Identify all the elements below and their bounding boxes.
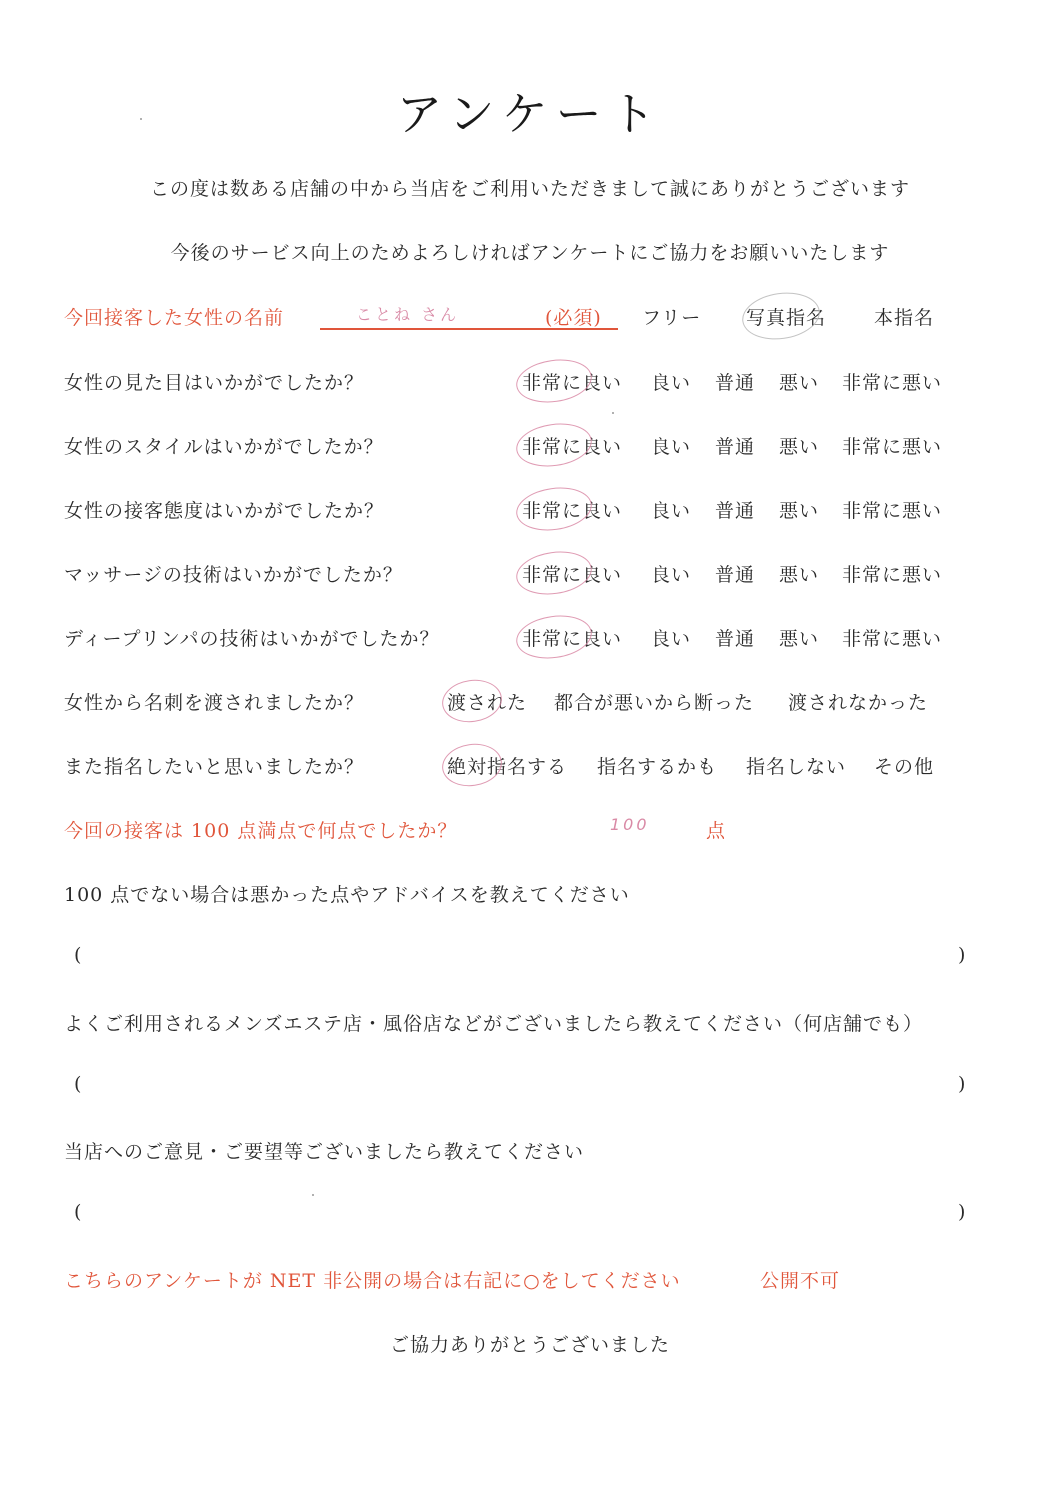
massage-very-good[interactable]: 非常に良い — [522, 564, 623, 586]
opinion-open-paren: ( — [74, 1201, 82, 1223]
question-shops: よくご利用されるメンズエステ店・風俗店などがございましたら教えてください（何店舗でも） — [64, 1013, 924, 1035]
style-good[interactable]: 良い — [651, 436, 692, 458]
shops-open-paren: ( — [74, 1073, 82, 1095]
pencil-mark-photo — [739, 288, 823, 344]
lymph-normal[interactable]: 普通 — [715, 628, 756, 650]
staff-name-label: 今回接客した女性の名前 — [64, 307, 285, 329]
net-private-option[interactable]: 公開不可 — [760, 1270, 841, 1292]
lymph-very-bad[interactable]: 非常に悪い — [842, 628, 943, 650]
selection-mark-massage — [513, 547, 594, 599]
lymph-bad[interactable]: 悪い — [779, 628, 820, 650]
attitude-normal[interactable]: 普通 — [715, 500, 756, 522]
question-renominate: また指名したいと思いましたか？ — [64, 756, 365, 778]
card-declined[interactable]: 都合が悪いから断った — [554, 692, 755, 714]
option-photo-nomination[interactable]: 写真指名 — [746, 307, 827, 329]
selection-mark-lymph — [513, 611, 594, 663]
score-unit: 点 — [706, 820, 727, 842]
question-massage: マッサージの技術はいかがでしたか？ — [64, 564, 403, 586]
closing-message: ご協力ありがとうございました — [389, 1334, 670, 1356]
selection-mark-appearance — [513, 355, 594, 407]
shops-field[interactable] — [90, 1069, 950, 1099]
card-received[interactable]: 渡された — [447, 692, 528, 714]
net-notice: こちらのアンケートが NET 非公開の場合は右記に○をしてください — [64, 1270, 681, 1292]
appearance-very-bad[interactable]: 非常に悪い — [842, 372, 943, 394]
selection-mark-attitude — [513, 483, 594, 535]
style-very-good[interactable]: 非常に良い — [522, 436, 623, 458]
attitude-bad[interactable]: 悪い — [779, 500, 820, 522]
advice-field[interactable] — [90, 940, 950, 970]
shops-close-paren: ) — [958, 1073, 966, 1095]
style-bad[interactable]: 悪い — [779, 436, 820, 458]
question-advice: 100 点でない場合は悪かった点やアドバイスを教えてください — [64, 884, 630, 906]
question-appearance: 女性の見た目はいかがでしたか？ — [64, 372, 365, 394]
intro-line-1: この度は数ある店舗の中から当店をご利用いただきまして誠にありがとうございます — [149, 178, 910, 200]
scan-speck — [312, 1194, 314, 1196]
opinion-field[interactable] — [90, 1197, 950, 1227]
staff-name-field[interactable]: ことね さん — [356, 305, 460, 324]
question-lymph: ディープリンパの技術はいかがでしたか？ — [64, 628, 440, 650]
style-very-bad[interactable]: 非常に悪い — [842, 436, 943, 458]
question-style: 女性のスタイルはいかがでしたか？ — [64, 436, 384, 458]
attitude-good[interactable]: 良い — [651, 500, 692, 522]
massage-good[interactable]: 良い — [651, 564, 692, 586]
selection-mark-renominate — [439, 740, 504, 790]
massage-bad[interactable]: 悪い — [779, 564, 820, 586]
required-mark: (必須) — [545, 307, 602, 329]
massage-very-bad[interactable]: 非常に悪い — [842, 564, 943, 586]
question-attitude: 女性の接客態度はいかがでしたか？ — [64, 500, 385, 522]
style-normal[interactable]: 普通 — [715, 436, 756, 458]
scan-speck — [612, 412, 614, 414]
selection-mark-style — [513, 419, 594, 471]
renominate-definitely[interactable]: 絶対指名する — [447, 756, 568, 778]
appearance-bad[interactable]: 悪い — [779, 372, 820, 394]
massage-normal[interactable]: 普通 — [715, 564, 756, 586]
appearance-good[interactable]: 良い — [651, 372, 692, 394]
page-title: アンケート — [396, 87, 664, 141]
selection-mark-card — [439, 676, 504, 726]
advice-close-paren: ) — [958, 944, 966, 966]
score-field[interactable]: 100 — [610, 815, 650, 834]
card-not-received[interactable]: 渡されなかった — [788, 692, 929, 714]
attitude-very-good[interactable]: 非常に良い — [522, 500, 623, 522]
option-free[interactable]: フリー — [642, 307, 702, 329]
question-business-card: 女性から名刺を渡されましたか？ — [64, 692, 365, 714]
scan-speck — [140, 118, 142, 120]
intro-line-2: 今後のサービス向上のためよろしければアンケートにご協力をお願いいたします — [170, 242, 890, 264]
advice-open-paren: ( — [74, 944, 82, 966]
attitude-very-bad[interactable]: 非常に悪い — [842, 500, 943, 522]
renominate-other[interactable]: その他 — [874, 756, 935, 778]
opinion-close-paren: ) — [958, 1201, 966, 1223]
question-score: 今回の接客は 100 点満点で何点でしたか？ — [64, 820, 458, 842]
appearance-normal[interactable]: 普通 — [715, 372, 756, 394]
option-regular-nomination[interactable]: 本指名 — [874, 307, 935, 329]
renominate-no[interactable]: 指名しない — [746, 756, 847, 778]
renominate-maybe[interactable]: 指名するかも — [597, 756, 718, 778]
lymph-very-good[interactable]: 非常に良い — [522, 628, 623, 650]
lymph-good[interactable]: 良い — [651, 628, 692, 650]
question-opinion: 当店へのご意見・ご要望等ございましたら教えてください — [64, 1141, 585, 1163]
appearance-very-good[interactable]: 非常に良い — [522, 372, 623, 394]
